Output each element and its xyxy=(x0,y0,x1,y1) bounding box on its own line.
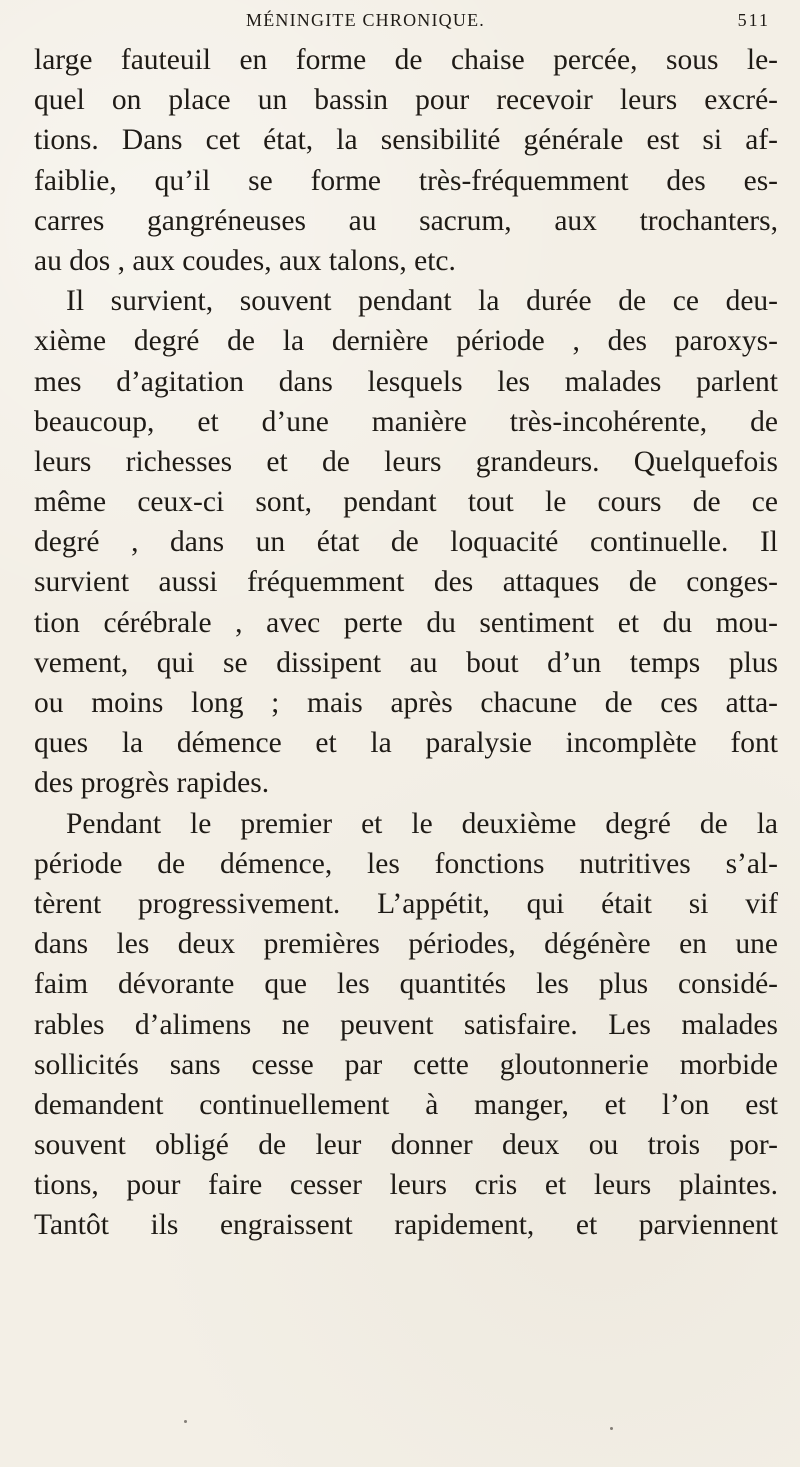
ink-speck xyxy=(184,1420,187,1423)
text-line: beaucoup, et d’une manière très-incohérente, de xyxy=(34,405,778,438)
text-line: mes d’agitation dans lesquels les malades parlent xyxy=(34,365,778,398)
text-line: sollicités sans cesse par cette gloutonnerie morbide xyxy=(34,1048,778,1081)
text-line: survient aussi fréquemment des attaques de conges- xyxy=(34,566,778,599)
page-number: 511 xyxy=(737,10,770,30)
text-line: Tantôt ils engraissent rapidement, et parviennent xyxy=(34,1209,778,1242)
text-line: degré , dans un état de loquacité continuelle. Il xyxy=(34,526,778,559)
text-line: au dos , aux coudes, aux talons, etc. xyxy=(34,244,456,277)
text-line: des progrès rapides. xyxy=(34,767,270,800)
running-head xyxy=(246,10,770,40)
ink-speck xyxy=(610,1427,613,1430)
text-line: dans les deux premières périodes, dégénère en une xyxy=(34,928,778,961)
text-line: période de démence, les fonctions nutritives s’al- xyxy=(34,847,778,880)
text-line: tèrent progressivement. L’appétit, qui était si vif xyxy=(34,887,778,920)
text-line: Il survient, souvent pendant la durée de ce deu- xyxy=(66,285,778,318)
text-line: même ceux-ci sont, pendant tout le cours de ce xyxy=(34,486,778,519)
text-line: leurs richesses et de leurs grandeurs. Quelquefois xyxy=(34,445,778,478)
text-line: tions, pour faire cesser leurs cris et leurs plaintes. xyxy=(34,1169,778,1202)
text-line: faiblie, qu’il se forme très-fréquemment des es- xyxy=(34,164,778,197)
text-line: ou moins long ; mais après chacune de ces atta- xyxy=(34,687,778,719)
text-line: xième degré de la dernière période , des paroxys- xyxy=(34,325,778,358)
text-line: Pendant le premier et le deuxième degré de la xyxy=(66,807,778,840)
text-line: vement, qui se dissipent au bout d’un temps plus xyxy=(34,646,778,679)
body-text xyxy=(34,40,778,1246)
text-line: souvent obligé de leur donner deux ou trois por- xyxy=(34,1129,778,1162)
text-line: ques la démence et la paralysie incomplète font xyxy=(34,727,778,760)
text-line: tion cérébrale , avec perte du sentiment et du mou- xyxy=(34,606,778,639)
text-line: quel on place un bassin pour recevoir leurs excré- xyxy=(34,84,778,117)
text-line: tions. Dans cet état, la sensibilité générale est si af- xyxy=(34,124,778,157)
running-title: MÉNINGITE CHRONIQUE. xyxy=(246,10,485,30)
text-line: large fauteuil en forme de chaise percée, sous le- xyxy=(34,44,778,76)
text-line: carres gangréneuses au sacrum, aux trochanters, xyxy=(34,204,778,237)
text-line: faim dévorante que les quantités les plus considé- xyxy=(34,968,778,1001)
text-line: demandent continuellement à manger, et l’on est xyxy=(34,1088,778,1121)
text-line: rables d’alimens ne peuvent satisfaire. Les malades xyxy=(34,1008,778,1041)
